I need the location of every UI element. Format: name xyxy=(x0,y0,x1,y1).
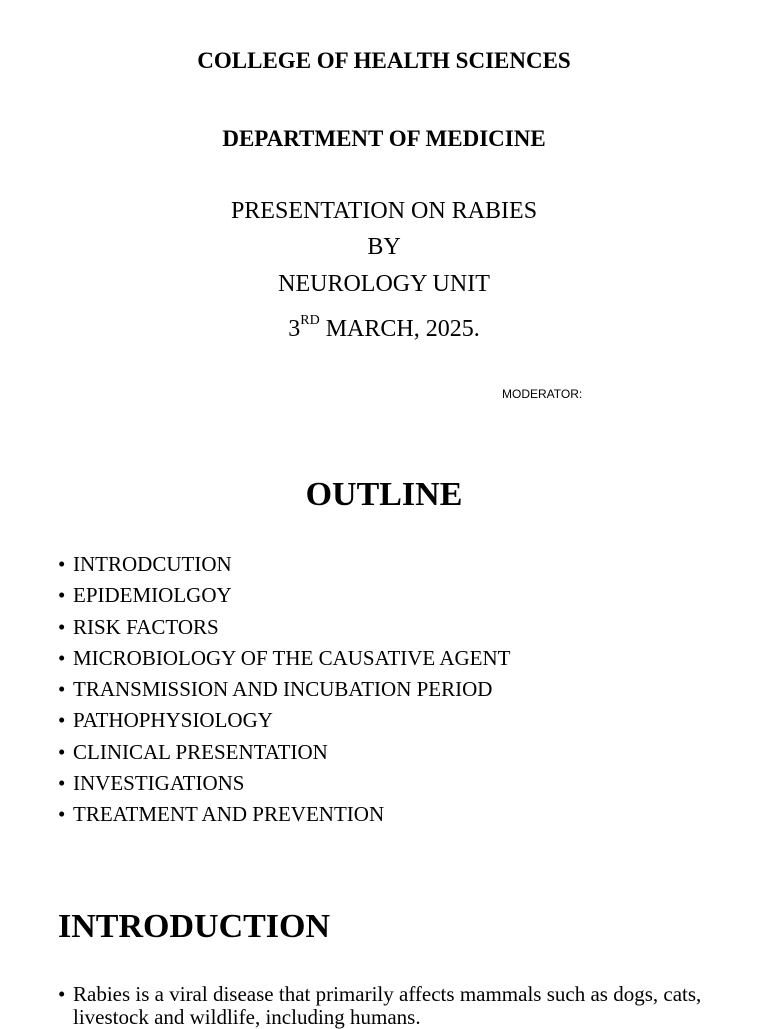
department-title: DEPARTMENT OF MEDICINE xyxy=(222,126,546,151)
date-suffix: RD xyxy=(300,313,320,328)
presentation-date xyxy=(0,313,768,343)
outline-heading: OUTLINE xyxy=(305,476,463,513)
outline-item xyxy=(58,549,511,580)
outline-item-label: CLINICAL PRESENTATION xyxy=(73,739,328,764)
introduction-heading: INTRODUCTION xyxy=(58,908,331,945)
outline-item xyxy=(58,643,511,674)
outline-item-label: EPIDEMIOLGOY xyxy=(73,583,232,608)
bullet-icon: • xyxy=(58,739,66,764)
outline-item-label: TRANSMISSION AND INCUBATION PERIOD xyxy=(73,677,493,702)
introduction-text: Rabies is a viral disease that primarily affects mammals such as dogs, cats, livestock and wildlife, including humans. xyxy=(73,982,702,1029)
bullet-icon: • xyxy=(58,771,66,796)
outline-item-label: INTRODCUTION xyxy=(73,552,232,576)
date-rest: MARCH, 2025. xyxy=(319,316,480,342)
outline-item xyxy=(58,705,511,736)
bullet-icon: • xyxy=(58,708,66,733)
outline-list xyxy=(58,549,511,831)
bullet-icon: • xyxy=(58,614,66,639)
outline-item xyxy=(58,737,511,768)
outline-item xyxy=(58,612,511,643)
presenter-unit: NEUROLOGY UNIT xyxy=(278,271,490,297)
presentation-title: PRESENTATION ON RABIES xyxy=(230,198,538,224)
date-day: 3 xyxy=(288,316,301,342)
bullet-icon: • xyxy=(58,552,66,576)
bullet-icon: • xyxy=(58,645,66,670)
outline-item-label: TREATMENT AND PREVENTION xyxy=(73,802,385,827)
moderator-label: MODERATOR: xyxy=(502,387,583,401)
outline-item xyxy=(58,768,511,799)
outline-item-label: INVESTIGATIONS xyxy=(73,771,245,796)
by-line: BY xyxy=(367,234,401,260)
introduction-paragraph xyxy=(58,983,718,1029)
bullet-icon: • xyxy=(58,802,66,827)
outline-item xyxy=(58,674,511,705)
bullet-icon: • xyxy=(58,677,66,702)
bullet-icon: • xyxy=(58,982,66,1006)
outline-item-label: PATHOPHYSIOLOGY xyxy=(73,708,273,733)
outline-item-label: RISK FACTORS xyxy=(73,614,219,639)
outline-item xyxy=(58,580,511,611)
outline-item-label: MICROBIOLOGY OF THE CAUSATIVE AGENT xyxy=(73,645,511,670)
bullet-icon: • xyxy=(58,583,66,608)
college-title: COLLEGE OF HEALTH SCIENCES xyxy=(197,48,571,73)
outline-item xyxy=(58,799,511,830)
